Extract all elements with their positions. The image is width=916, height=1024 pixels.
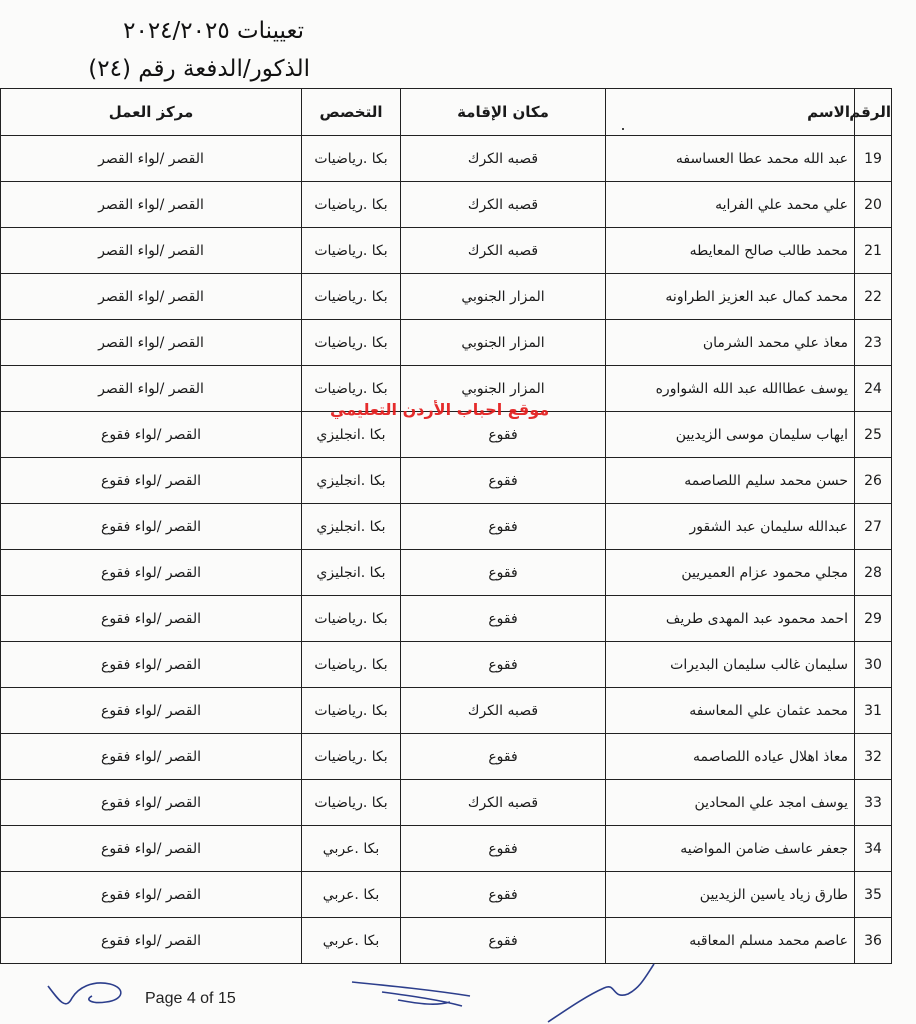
cell-name: عبد الله محمد عطا العساسفه (606, 136, 855, 182)
cell-name: معاذ اهلال عياده اللصاصمه (606, 734, 855, 780)
signature-left (48, 983, 121, 1004)
signature-right (548, 964, 654, 1022)
cell-residence: فقوع (401, 504, 606, 550)
cell-number: 29 (855, 596, 892, 642)
cell-number: 30 (855, 642, 892, 688)
column-header-name: الاسم (606, 89, 855, 136)
cell-workplace: القصر /لواء القصر (1, 228, 302, 274)
cell-name: يوسف امجد علي المحادين (606, 780, 855, 826)
table-row (1, 642, 892, 688)
cell-specialty: بكا .رياضيات (302, 182, 401, 228)
cell-specialty: بكا .رياضيات (302, 274, 401, 320)
cell-name: ايهاب سليمان موسى الزيديين (606, 412, 855, 458)
watermark-text: موقع احباب الأردن التعليمي (330, 400, 550, 419)
cell-number: 23 (855, 320, 892, 366)
cell-number: 33 (855, 780, 892, 826)
cell-name: معاذ علي محمد الشرمان (606, 320, 855, 366)
cell-number: 22 (855, 274, 892, 320)
cell-workplace: القصر /لواء فقوع (1, 734, 302, 780)
cell-number: 28 (855, 550, 892, 596)
cell-residence: فقوع (401, 826, 606, 872)
column-header-number: الرقم (855, 89, 892, 136)
cell-number: 26 (855, 458, 892, 504)
cell-name: عبدالله سليمان عبد الشقور (606, 504, 855, 550)
table-row (1, 550, 892, 596)
cell-number: 34 (855, 826, 892, 872)
document-title: تعيينات ٢٠٢٤/٢٠٢٥ (123, 18, 304, 44)
table-header-row (1, 89, 892, 136)
cell-residence: فقوع (401, 872, 606, 918)
cell-workplace: القصر /لواء فقوع (1, 412, 302, 458)
cell-workplace: القصر /لواء فقوع (1, 826, 302, 872)
cell-residence: قصبه الكرك (401, 228, 606, 274)
column-header-workplace: مركز العمل (1, 89, 302, 136)
cell-name: محمد عثمان علي المعاسفه (606, 688, 855, 734)
table-row (1, 688, 892, 734)
signature-middle (352, 982, 470, 1006)
cell-residence: فقوع (401, 550, 606, 596)
table-row (1, 136, 892, 182)
table-row (1, 320, 892, 366)
table-row (1, 458, 892, 504)
document-subtitle: الذكور/الدفعة رقم (٢٤) (88, 56, 310, 82)
cell-name: عاصم محمد مسلم المعاقبه (606, 918, 855, 964)
cell-residence: المزار الجنوبي (401, 320, 606, 366)
cell-number: 27 (855, 504, 892, 550)
cell-specialty: بكا .عربي (302, 918, 401, 964)
column-header-residence: مكان الإقامة (401, 89, 606, 136)
cell-name: محمد كمال عبد العزيز الطراونه (606, 274, 855, 320)
cell-name: محمد طالب صالح المعايطه (606, 228, 855, 274)
cell-residence: المزار الجنوبي (401, 366, 606, 412)
signature-scribbles (0, 940, 916, 1024)
table-row (1, 182, 892, 228)
cell-workplace: القصر /لواء فقوع (1, 872, 302, 918)
cell-workplace: القصر /لواء فقوع (1, 458, 302, 504)
cell-workplace: القصر /لواء فقوع (1, 688, 302, 734)
cell-specialty: بكا .رياضيات (302, 734, 401, 780)
cell-residence: المزار الجنوبي (401, 274, 606, 320)
cell-workplace: القصر /لواء القصر (1, 320, 302, 366)
cell-number: 25 (855, 412, 892, 458)
table-row (1, 504, 892, 550)
cell-name: سليمان غالب سليمان البديرات (606, 642, 855, 688)
cell-workplace: القصر /لواء القصر (1, 274, 302, 320)
cell-specialty: بكا .رياضيات (302, 320, 401, 366)
table-row (1, 274, 892, 320)
cell-specialty: بكا .انجليزي (302, 550, 401, 596)
cell-specialty: بكا .انجليزي (302, 458, 401, 504)
appointments-table (0, 88, 892, 964)
cell-specialty: بكا .رياضيات (302, 688, 401, 734)
cell-residence: قصبه الكرك (401, 688, 606, 734)
cell-number: 32 (855, 734, 892, 780)
cell-specialty: بكا .رياضيات (302, 596, 401, 642)
cell-specialty: بكا .رياضيات (302, 642, 401, 688)
cell-workplace: القصر /لواء فقوع (1, 550, 302, 596)
cell-workplace: القصر /لواء فقوع (1, 780, 302, 826)
cell-number: 24 (855, 366, 892, 412)
cell-name: مجلي محمود عزام العميريين (606, 550, 855, 596)
cell-number: 20 (855, 182, 892, 228)
cell-name: احمد محمود عبد المهدى طريف (606, 596, 855, 642)
cell-specialty: بكا .رياضيات (302, 780, 401, 826)
table-row (1, 734, 892, 780)
cell-specialty: بكا .رياضيات (302, 136, 401, 182)
cell-residence: فقوع (401, 596, 606, 642)
cell-specialty: بكا .عربي (302, 826, 401, 872)
cell-name: حسن محمد سليم اللصاصمه (606, 458, 855, 504)
cell-workplace: القصر /لواء القصر (1, 366, 302, 412)
cell-number: 36 (855, 918, 892, 964)
cell-workplace: القصر /لواء القصر (1, 136, 302, 182)
cell-residence: فقوع (401, 734, 606, 780)
cell-specialty: بكا .رياضيات (302, 228, 401, 274)
cell-name: طارق زياد ياسين الزيديين (606, 872, 855, 918)
table-row (1, 780, 892, 826)
cell-specialty: بكا .عربي (302, 872, 401, 918)
table-row (1, 872, 892, 918)
cell-residence: فقوع (401, 458, 606, 504)
cell-workplace: القصر /لواء فقوع (1, 642, 302, 688)
cell-specialty: بكا .انجليزي (302, 412, 401, 458)
cell-workplace: القصر /لواء فقوع (1, 596, 302, 642)
cell-residence: قصبه الكرك (401, 136, 606, 182)
page-number: Page 4 of 15 (145, 990, 236, 1007)
table-row (1, 596, 892, 642)
cell-workplace: القصر /لواء فقوع (1, 918, 302, 964)
cell-name: جعفر عاسف ضامن المواضيه (606, 826, 855, 872)
cell-residence: فقوع (401, 918, 606, 964)
table-row (1, 228, 892, 274)
cell-residence: فقوع (401, 642, 606, 688)
cell-specialty: بكا .رياضيات (302, 366, 401, 412)
table-row (1, 826, 892, 872)
column-header-specialty: التخصص (302, 89, 401, 136)
cell-number: 21 (855, 228, 892, 274)
cell-workplace: القصر /لواء فقوع (1, 504, 302, 550)
cell-specialty: بكا .انجليزي (302, 504, 401, 550)
cell-name: علي محمد علي الفرايه (606, 182, 855, 228)
table-body (1, 136, 892, 964)
cell-residence: فقوع (401, 412, 606, 458)
cell-number: 35 (855, 872, 892, 918)
cell-residence: قصبه الكرك (401, 182, 606, 228)
cell-number: 19 (855, 136, 892, 182)
cell-residence: قصبه الكرك (401, 780, 606, 826)
cell-name: يوسف عطاالله عبد الله الشواوره (606, 366, 855, 412)
cell-number: 31 (855, 688, 892, 734)
cell-workplace: القصر /لواء القصر (1, 182, 302, 228)
